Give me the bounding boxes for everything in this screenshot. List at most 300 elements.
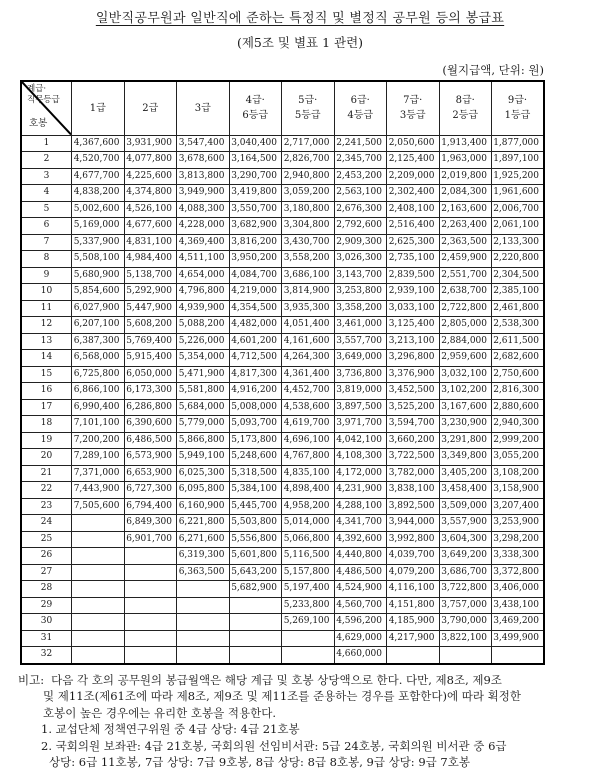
salary-cell: 5,233,800 [282, 597, 335, 614]
salary-cell: 3,682,900 [229, 218, 282, 235]
salary-cell: 2,816,300 [492, 383, 545, 400]
table-row [21, 350, 544, 367]
salary-cell: 3,376,900 [387, 366, 440, 383]
salary-cell: 4,367,600 [72, 135, 125, 152]
salary-cell: 4,660,000 [334, 647, 387, 664]
salary-cell: 3,405,200 [439, 465, 492, 482]
salary-cell [229, 614, 282, 631]
salary-cell: 6,486,500 [124, 432, 177, 449]
salary-cell: 4,984,400 [124, 251, 177, 268]
salary-cell: 6,568,000 [72, 350, 125, 367]
salary-cell [124, 548, 177, 565]
salary-cell: 3,944,000 [387, 515, 440, 532]
hobong-cell: 8 [21, 251, 72, 268]
salary-cell: 4,831,100 [124, 234, 177, 251]
salary-cell: 5,682,900 [229, 581, 282, 598]
table-row [21, 168, 544, 185]
salary-cell: 2,006,700 [492, 201, 545, 218]
salary-cell: 4,619,700 [282, 416, 335, 433]
salary-cell: 3,782,000 [387, 465, 440, 482]
table-row [21, 432, 544, 449]
salary-cell: 4,452,700 [282, 383, 335, 400]
salary-cell: 3,033,100 [387, 300, 440, 317]
salary-table [20, 80, 545, 665]
salary-cell: 2,084,300 [439, 185, 492, 202]
hobong-cell: 25 [21, 531, 72, 548]
salary-cell: 2,940,300 [492, 416, 545, 433]
hobong-cell: 26 [21, 548, 72, 565]
salary-cell: 5,581,800 [177, 383, 230, 400]
footnote-line [18, 672, 582, 689]
salary-cell: 5,138,700 [124, 267, 177, 284]
salary-cell: 3,253,900 [492, 515, 545, 532]
salary-cell: 2,884,000 [439, 333, 492, 350]
salary-cell: 3,949,900 [177, 185, 230, 202]
salary-cell: 4,392,600 [334, 531, 387, 548]
salary-cell: 3,207,400 [492, 498, 545, 515]
salary-cell: 2,125,400 [387, 152, 440, 169]
hobong-cell: 12 [21, 317, 72, 334]
hobong-cell: 28 [21, 581, 72, 598]
hobong-cell: 13 [21, 333, 72, 350]
salary-cell: 2,538,300 [492, 317, 545, 334]
salary-cell: 6,050,000 [124, 366, 177, 383]
salary-cell: 4,108,300 [334, 449, 387, 466]
table-row [21, 564, 544, 581]
salary-cell: 3,822,100 [439, 630, 492, 647]
salary-cell: 3,678,600 [177, 152, 230, 169]
salary-cell: 2,563,100 [334, 185, 387, 202]
salary-cell: 3,557,900 [439, 515, 492, 532]
salary-cell: 5,471,900 [177, 366, 230, 383]
salary-cell: 5,226,000 [177, 333, 230, 350]
hobong-cell: 19 [21, 432, 72, 449]
salary-cell: 4,361,400 [282, 366, 335, 383]
salary-cell: 3,971,700 [334, 416, 387, 433]
salary-cell [177, 614, 230, 631]
salary-cell: 5,093,700 [229, 416, 282, 433]
salary-cell: 2,304,500 [492, 267, 545, 284]
salary-cell: 1,925,200 [492, 168, 545, 185]
salary-cell: 5,445,700 [229, 498, 282, 515]
table-row [21, 234, 544, 251]
salary-cell: 4,526,100 [124, 201, 177, 218]
salary-cell: 2,722,800 [439, 300, 492, 317]
salary-cell: 3,722,500 [387, 449, 440, 466]
salary-cell: 4,219,000 [229, 284, 282, 301]
salary-cell: 5,173,800 [229, 432, 282, 449]
salary-cell: 2,345,700 [334, 152, 387, 169]
column-header: 4급· 6등급 [229, 81, 282, 135]
salary-cell: 4,264,300 [282, 350, 335, 367]
salary-cell: 3,296,800 [387, 350, 440, 367]
salary-cell: 2,676,300 [334, 201, 387, 218]
salary-cell [177, 630, 230, 647]
salary-cell: 6,573,900 [124, 449, 177, 466]
column-header: 7급· 3등급 [387, 81, 440, 135]
salary-cell: 5,680,900 [72, 267, 125, 284]
salary-cell: 2,735,100 [387, 251, 440, 268]
salary-cell: 4,369,400 [177, 234, 230, 251]
column-header: 1급 [72, 81, 125, 135]
salary-cell: 5,337,900 [72, 234, 125, 251]
table-row [21, 399, 544, 416]
salary-cell: 2,516,400 [387, 218, 440, 235]
salary-cell: 6,271,600 [177, 531, 230, 548]
salary-cell: 2,682,600 [492, 350, 545, 367]
salary-cell [124, 647, 177, 664]
hobong-cell: 1 [21, 135, 72, 152]
salary-cell: 2,061,100 [492, 218, 545, 235]
salary-cell [124, 630, 177, 647]
salary-cell: 4,231,900 [334, 482, 387, 499]
salary-cell: 2,750,600 [492, 366, 545, 383]
salary-cell [124, 564, 177, 581]
salary-cell: 5,866,800 [177, 432, 230, 449]
salary-cell: 2,939,100 [387, 284, 440, 301]
salary-cell: 3,358,200 [334, 300, 387, 317]
salary-cell: 3,338,300 [492, 548, 545, 565]
salary-cell: 3,499,900 [492, 630, 545, 647]
table-row [21, 465, 544, 482]
salary-cell: 6,794,400 [124, 498, 177, 515]
table-row [21, 300, 544, 317]
footnote-line: 호봉이 높은 경우에는 유리한 호봉을 적용한다. [43, 705, 277, 720]
table-row [21, 201, 544, 218]
salary-cell: 3,406,000 [492, 581, 545, 598]
salary-cell: 1,877,000 [492, 135, 545, 152]
salary-cell: 3,230,900 [439, 416, 492, 433]
salary-cell: 3,594,700 [387, 416, 440, 433]
salary-cell: 3,819,000 [334, 383, 387, 400]
salary-cell: 6,095,800 [177, 482, 230, 499]
salary-cell: 7,200,200 [72, 432, 125, 449]
salary-cell: 2,133,300 [492, 234, 545, 251]
salary-cell: 5,769,400 [124, 333, 177, 350]
hobong-cell: 9 [21, 267, 72, 284]
salary-cell: 2,909,300 [334, 234, 387, 251]
salary-cell [72, 531, 125, 548]
salary-cell [177, 597, 230, 614]
salary-cell: 3,790,000 [439, 614, 492, 631]
table-row [21, 449, 544, 466]
salary-cell: 3,558,200 [282, 251, 335, 268]
salary-cell: 2,019,800 [439, 168, 492, 185]
salary-cell [229, 630, 282, 647]
table-row [21, 647, 544, 664]
column-header: 5급· 5등급 [282, 81, 335, 135]
salary-cell: 4,898,400 [282, 482, 335, 499]
salary-cell: 4,341,700 [334, 515, 387, 532]
hobong-cell: 4 [21, 185, 72, 202]
salary-cell: 5,354,000 [177, 350, 230, 367]
table-row [21, 597, 544, 614]
hobong-cell: 3 [21, 168, 72, 185]
salary-cell: 4,217,900 [387, 630, 440, 647]
column-header: 3급 [177, 81, 230, 135]
salary-cell: 4,482,000 [229, 317, 282, 334]
table-row [21, 383, 544, 400]
salary-cell [72, 581, 125, 598]
salary-cell: 3,167,600 [439, 399, 492, 416]
salary-cell: 4,596,200 [334, 614, 387, 631]
salary-cell: 5,248,600 [229, 449, 282, 466]
salary-cell: 3,931,900 [124, 135, 177, 152]
salary-cell: 5,066,800 [282, 531, 335, 548]
salary-cell: 2,241,500 [334, 135, 387, 152]
salary-cell: 5,684,000 [177, 399, 230, 416]
salary-cell: 5,915,400 [124, 350, 177, 367]
hobong-cell: 31 [21, 630, 72, 647]
salary-cell: 3,686,100 [282, 267, 335, 284]
salary-cell: 5,508,100 [72, 251, 125, 268]
salary-cell: 4,486,500 [334, 564, 387, 581]
salary-cell: 6,387,300 [72, 333, 125, 350]
salary-cell: 6,990,400 [72, 399, 125, 416]
table-row [21, 548, 544, 565]
salary-cell: 3,649,000 [334, 350, 387, 367]
table-row [21, 135, 544, 152]
salary-cell: 5,169,000 [72, 218, 125, 235]
salary-cell [124, 597, 177, 614]
salary-cell: 5,197,400 [282, 581, 335, 598]
salary-cell: 7,101,100 [72, 416, 125, 433]
salary-cell: 6,173,300 [124, 383, 177, 400]
salary-cell: 4,601,200 [229, 333, 282, 350]
salary-cell: 4,077,800 [124, 152, 177, 169]
salary-cell: 7,289,100 [72, 449, 125, 466]
hobong-cell: 17 [21, 399, 72, 416]
salary-cell: 3,180,800 [282, 201, 335, 218]
salary-cell: 6,866,100 [72, 383, 125, 400]
salary-cell: 5,014,000 [282, 515, 335, 532]
unit-note: (월지급액, 단위: 원) [442, 63, 544, 77]
table-row [21, 416, 544, 433]
salary-cell: 1,961,600 [492, 185, 545, 202]
salary-cell: 5,854,600 [72, 284, 125, 301]
header-row [21, 81, 544, 135]
salary-cell: 5,447,900 [124, 300, 177, 317]
salary-cell: 2,209,000 [387, 168, 440, 185]
table-row [21, 152, 544, 169]
footnotes [18, 672, 582, 771]
salary-cell: 5,318,500 [229, 465, 282, 482]
salary-cell: 4,051,400 [282, 317, 335, 334]
salary-cell: 3,213,100 [387, 333, 440, 350]
hobong-cell: 18 [21, 416, 72, 433]
salary-cell: 3,372,800 [492, 564, 545, 581]
salary-cell [492, 647, 545, 664]
salary-cell [282, 630, 335, 647]
salary-cell: 3,935,300 [282, 300, 335, 317]
salary-cell: 4,511,100 [177, 251, 230, 268]
salary-cell: 6,390,600 [124, 416, 177, 433]
salary-cell: 2,461,800 [492, 300, 545, 317]
salary-cell: 4,654,000 [177, 267, 230, 284]
salary-cell: 3,892,500 [387, 498, 440, 515]
salary-cell: 3,604,300 [439, 531, 492, 548]
salary-cell [72, 614, 125, 631]
salary-cell: 6,025,300 [177, 465, 230, 482]
corner-header-cell [21, 81, 72, 135]
table-row [21, 218, 544, 235]
table-row [21, 185, 544, 202]
column-header: 2급 [124, 81, 177, 135]
salary-cell: 2,940,800 [282, 168, 335, 185]
salary-cell: 4,374,800 [124, 185, 177, 202]
salary-cell: 3,813,800 [177, 168, 230, 185]
corner-label-rank: 계급· 직무등급 [27, 84, 60, 106]
salary-cell: 3,158,900 [492, 482, 545, 499]
page-title: 일반직공무원과 일반직에 준하는 특정직 및 별정직 공무원 등의 봉급표 [95, 11, 505, 26]
hobong-cell: 23 [21, 498, 72, 515]
salary-cell: 6,160,900 [177, 498, 230, 515]
salary-cell: 2,826,700 [282, 152, 335, 169]
column-header: 9급· 1등급 [492, 81, 545, 135]
salary-cell: 4,524,900 [334, 581, 387, 598]
page-subtitle: (제5조 및 별표 1 관련) [236, 35, 364, 50]
salary-cell: 6,221,800 [177, 515, 230, 532]
salary-cell: 7,505,600 [72, 498, 125, 515]
salary-cell: 4,354,500 [229, 300, 282, 317]
salary-cell: 3,950,200 [229, 251, 282, 268]
salary-cell: 4,228,000 [177, 218, 230, 235]
salary-cell [72, 630, 125, 647]
salary-table-body [21, 135, 544, 664]
hobong-cell: 16 [21, 383, 72, 400]
salary-cell: 5,384,100 [229, 482, 282, 499]
salary-cell: 4,116,100 [387, 581, 440, 598]
salary-cell: 3,108,200 [492, 465, 545, 482]
salary-cell: 4,817,300 [229, 366, 282, 383]
salary-cell: 5,157,800 [282, 564, 335, 581]
salary-cell [439, 647, 492, 664]
salary-cell: 2,805,000 [439, 317, 492, 334]
salary-cell: 3,452,500 [387, 383, 440, 400]
salary-cell: 4,151,800 [387, 597, 440, 614]
salary-cell: 2,453,200 [334, 168, 387, 185]
salary-cell [282, 647, 335, 664]
salary-cell: 4,039,700 [387, 548, 440, 565]
salary-cell: 3,040,400 [229, 135, 282, 152]
salary-cell: 5,779,000 [177, 416, 230, 433]
salary-cell: 3,430,700 [282, 234, 335, 251]
salary-cell [72, 548, 125, 565]
salary-cell: 3,660,200 [387, 432, 440, 449]
salary-cell: 4,560,700 [334, 597, 387, 614]
salary-cell: 2,717,000 [282, 135, 335, 152]
salary-cell: 3,816,200 [229, 234, 282, 251]
salary-cell: 6,849,300 [124, 515, 177, 532]
salary-cell: 3,304,800 [282, 218, 335, 235]
column-header: 8급· 2등급 [439, 81, 492, 135]
footnote-text: 다음 각 호의 공무원의 봉급월액은 해당 계급 및 호봉 상당액으로 한다. 다만, 제8조, 제9조 [51, 672, 502, 687]
salary-cell: 4,088,300 [177, 201, 230, 218]
salary-cell: 5,949,100 [177, 449, 230, 466]
table-row [21, 531, 544, 548]
salary-cell: 3,291,800 [439, 432, 492, 449]
salary-cell: 4,185,900 [387, 614, 440, 631]
salary-cell: 2,999,200 [492, 432, 545, 449]
salary-cell: 5,269,100 [282, 614, 335, 631]
salary-cell: 2,459,900 [439, 251, 492, 268]
salary-cell: 4,440,800 [334, 548, 387, 565]
salary-cell: 6,653,900 [124, 465, 177, 482]
salary-cell: 4,939,900 [177, 300, 230, 317]
salary-cell: 2,220,800 [492, 251, 545, 268]
salary-cell: 4,835,100 [282, 465, 335, 482]
salary-cell: 3,438,100 [492, 597, 545, 614]
salary-cell: 3,419,800 [229, 185, 282, 202]
salary-cell: 5,002,600 [72, 201, 125, 218]
hobong-cell: 29 [21, 597, 72, 614]
footnote-line: 및 제11조(제61조에 따라 제8조, 제9조 및 제11조를 준용하는 경우를 포함한다)에 따라 획정한 [43, 689, 521, 703]
salary-cell: 7,443,900 [72, 482, 125, 499]
salary-cell: 5,008,000 [229, 399, 282, 416]
hobong-cell: 20 [21, 449, 72, 466]
table-row [21, 515, 544, 532]
hobong-cell: 6 [21, 218, 72, 235]
footnote-item: 2. 국회의원 보좌관: 4급 21호봉, 국회의원 선임비서관: 5급 24호봉, 국회의원 비서관 중 6급 [41, 738, 507, 753]
salary-cell: 3,897,500 [334, 399, 387, 416]
salary-cell: 4,225,600 [124, 168, 177, 185]
salary-cell: 4,161,600 [282, 333, 335, 350]
salary-cell: 4,629,000 [334, 630, 387, 647]
salary-cell: 3,125,400 [387, 317, 440, 334]
table-row [21, 366, 544, 383]
salary-cell: 3,143,700 [334, 267, 387, 284]
salary-cell: 3,059,200 [282, 185, 335, 202]
salary-cell: 6,207,100 [72, 317, 125, 334]
salary-cell: 3,509,000 [439, 498, 492, 515]
salary-cell: 1,963,000 [439, 152, 492, 169]
salary-cell: 4,677,700 [72, 168, 125, 185]
salary-cell: 3,032,100 [439, 366, 492, 383]
salary-cell: 3,349,800 [439, 449, 492, 466]
salary-cell: 3,992,800 [387, 531, 440, 548]
hobong-cell: 7 [21, 234, 72, 251]
salary-cell: 5,116,500 [282, 548, 335, 565]
salary-cell: 2,638,700 [439, 284, 492, 301]
salary-cell: 6,901,700 [124, 531, 177, 548]
table-row [21, 498, 544, 515]
salary-cell: 6,725,800 [72, 366, 125, 383]
salary-cell: 5,088,200 [177, 317, 230, 334]
salary-cell: 2,792,600 [334, 218, 387, 235]
salary-cell: 5,556,800 [229, 531, 282, 548]
salary-cell [72, 564, 125, 581]
salary-cell: 3,458,400 [439, 482, 492, 499]
salary-cell [124, 581, 177, 598]
hobong-cell: 15 [21, 366, 72, 383]
hobong-cell: 5 [21, 201, 72, 218]
salary-cell: 2,263,400 [439, 218, 492, 235]
salary-cell: 2,959,600 [439, 350, 492, 367]
salary-cell: 4,538,600 [282, 399, 335, 416]
salary-cell: 4,084,700 [229, 267, 282, 284]
salary-cell [72, 647, 125, 664]
salary-cell: 3,461,000 [334, 317, 387, 334]
salary-cell: 3,557,700 [334, 333, 387, 350]
hobong-cell: 22 [21, 482, 72, 499]
salary-cell: 3,722,800 [439, 581, 492, 598]
salary-cell: 3,736,800 [334, 366, 387, 383]
salary-cell: 3,814,900 [282, 284, 335, 301]
table-row [21, 284, 544, 301]
salary-cell: 2,551,700 [439, 267, 492, 284]
salary-cell: 2,302,400 [387, 185, 440, 202]
salary-cell: 3,164,500 [229, 152, 282, 169]
